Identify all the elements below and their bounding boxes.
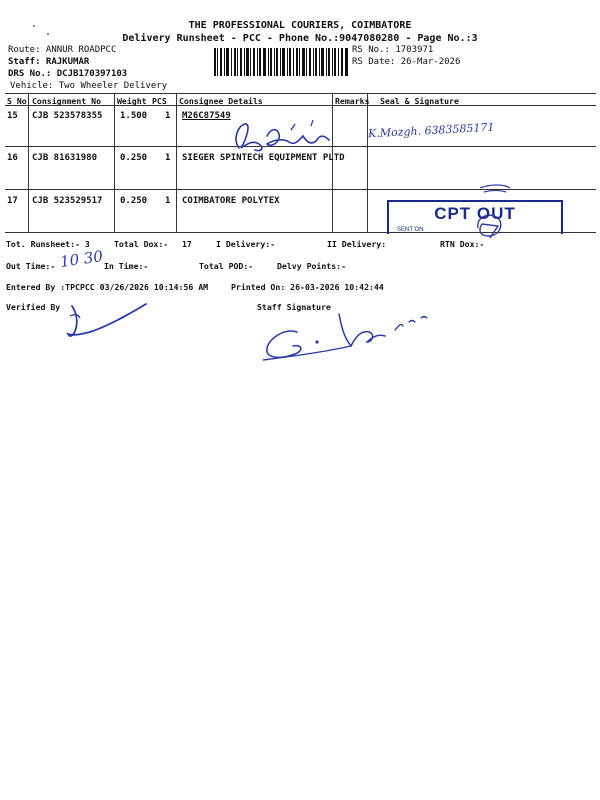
header-sno: S No bbox=[7, 96, 27, 106]
header-seal: Seal & Signature bbox=[380, 96, 459, 106]
out-time-handwritten: 10 30 bbox=[58, 247, 104, 271]
table-row-consignee: M26C87549 bbox=[182, 111, 231, 121]
seal-scribble bbox=[470, 178, 530, 248]
col-divider bbox=[114, 93, 115, 232]
staff-signature-label: Staff Signature bbox=[257, 302, 331, 312]
table-row-consignment: CJB 523578355 bbox=[32, 111, 103, 121]
handwritten-remark: K.Mozgh. 6383585171 bbox=[367, 120, 495, 141]
rs-date: RS Date: 26-Mar-2026 bbox=[352, 57, 461, 67]
company-title: THE PROFESSIONAL COURIERS, COIMBATORE bbox=[188, 20, 412, 31]
runsheet-subtitle: Delivery Runsheet - PCC - Phone No.:9047080280 - Page No.:3 bbox=[122, 33, 478, 44]
table-row-pcs: 1 bbox=[165, 153, 171, 163]
stamp-text: CPT OUT bbox=[434, 204, 516, 223]
route-label: Route: ANNUR ROADPCC bbox=[8, 45, 117, 55]
col-divider bbox=[176, 93, 177, 232]
tot-runsheet: Tot. Runsheet:- 3 bbox=[6, 239, 90, 249]
delvy-points: Delvy Points:- bbox=[277, 261, 347, 271]
table-row-weight: 1.500 bbox=[120, 111, 148, 121]
table-row-sno: 15 bbox=[7, 111, 18, 121]
table-row-consignee: COIMBATORE POLYTEX bbox=[182, 196, 280, 206]
rs-number: RS No.: 1703971 bbox=[352, 45, 434, 55]
table-row-pcs: 1 bbox=[165, 196, 171, 206]
table-row-pcs: 1 bbox=[165, 111, 171, 121]
stamp-subtext: SENT ON bbox=[397, 227, 424, 233]
verified-by-signature bbox=[60, 298, 160, 348]
header-consignment: Consignment No bbox=[32, 96, 102, 106]
table-row-consignee: SIEGER SPINTECH EQUIPMENT PLTD bbox=[182, 153, 345, 163]
ii-delivery: II Delivery: bbox=[327, 239, 387, 249]
staff-signature bbox=[255, 308, 445, 370]
total-dox-value: 17 bbox=[182, 239, 192, 249]
entered-by: Entered By :TPCPCC 03/26/2026 10:14:56 AM bbox=[6, 282, 209, 292]
i-delivery: I Delivery:- bbox=[216, 239, 276, 249]
header-weight: Weight bbox=[117, 96, 147, 106]
out-time: Out Time:- bbox=[6, 261, 56, 271]
vehicle-label: Vehicle: Two Wheeler Delivery bbox=[10, 81, 168, 91]
total-pod: Total POD:- bbox=[199, 261, 254, 271]
verified-by-label: Verified By bbox=[6, 302, 61, 312]
rtn-dox: RTN Dox:- bbox=[440, 239, 485, 249]
header-remarks: Remarks bbox=[335, 96, 370, 106]
table-row-sno: 16 bbox=[7, 153, 18, 163]
total-dox-label: Total Dox:- bbox=[114, 239, 169, 249]
consignee-signature bbox=[225, 118, 345, 160]
drs-label: DRS No.: DCJB170397103 bbox=[8, 69, 128, 79]
table-row-consignment: CJB 81631980 bbox=[32, 153, 98, 163]
table-row-consignment: CJB 523529517 bbox=[32, 196, 103, 206]
printed-on: Printed On: 26-03-2026 10:42:44 bbox=[231, 282, 384, 292]
in-time: In Time:- bbox=[104, 261, 149, 271]
barcode bbox=[214, 48, 348, 76]
table-row-weight: 0.250 bbox=[120, 153, 148, 163]
col-divider bbox=[367, 93, 368, 232]
staff-label: Staff: RAJKUMAR bbox=[8, 57, 90, 67]
margin-marks bbox=[30, 22, 60, 40]
col-divider bbox=[28, 93, 29, 232]
header-pcs: PCS bbox=[152, 96, 167, 106]
header-consignee: Consignee Details bbox=[179, 96, 263, 106]
table-row-sno: 17 bbox=[7, 196, 18, 206]
table-top-rule bbox=[5, 93, 596, 94]
table-row-weight: 0.250 bbox=[120, 196, 148, 206]
